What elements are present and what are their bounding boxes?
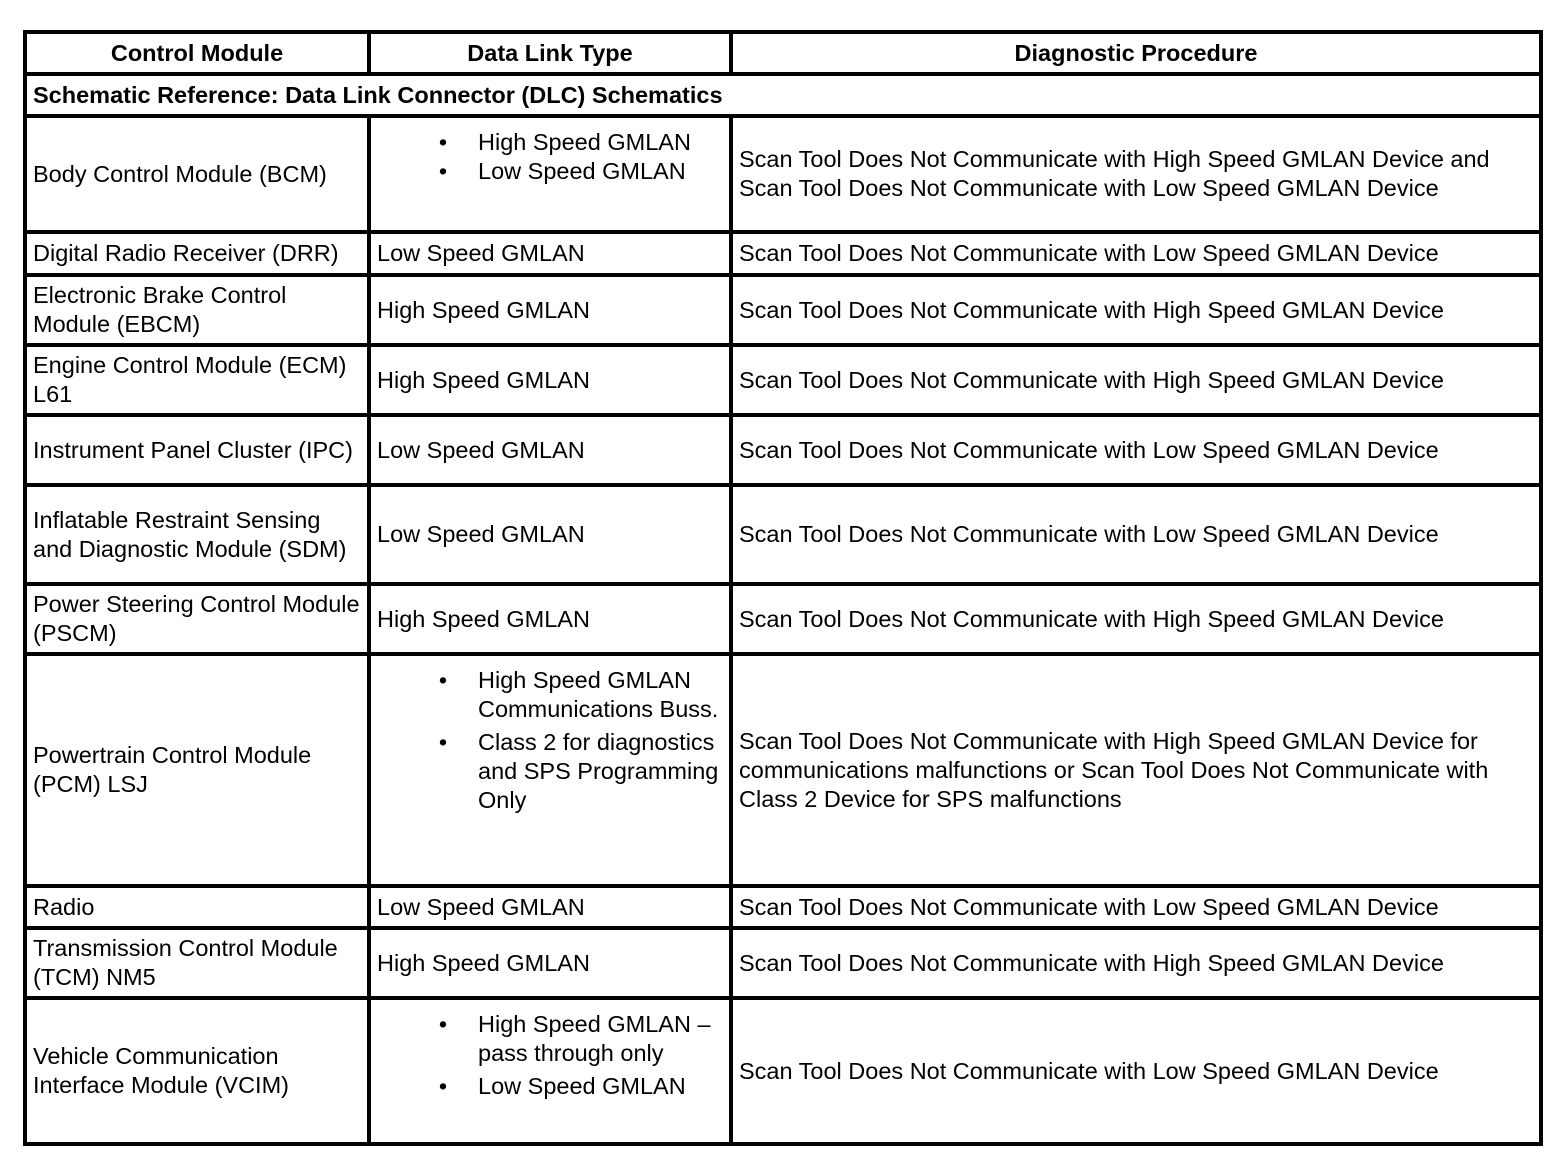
diagnostic-procedure-cell: Scan Tool Does Not Communicate with High Speed GMLAN Device [731,584,1541,654]
list-item [377,1010,723,1068]
header-control-module: Control Module [25,32,369,74]
header-row [25,32,1541,74]
diagnostic-procedure-cell: Scan Tool Does Not Communicate with High Speed GMLAN Device for communications malfunctions or Scan Tool Does Not Communicate with Class 2 Device for SPS malfunctions [731,654,1541,886]
table-row [25,654,1541,886]
data-link-text: High Speed GMLAN [478,129,691,155]
data-link-text: Low Speed GMLAN [478,158,686,184]
table-row [25,928,1541,998]
diagnostic-procedure-cell: Scan Tool Does Not Communicate with Low Speed GMLAN Device [731,232,1541,275]
schematic-reference: Schematic Reference: Data Link Connector (DLC) Schematics [25,74,1541,116]
data-link-list [377,1010,723,1101]
bullet-icon: • [438,129,448,155]
diagnostic-procedure-cell: Scan Tool Does Not Communicate with High Speed GMLAN Device and Scan Tool Does Not Communicate with Low Speed GMLAN Device [731,116,1541,232]
bullet-icon: • [438,1073,448,1099]
diagnostic-procedure-cell: Scan Tool Does Not Communicate with Low Speed GMLAN Device [731,998,1541,1144]
control-module-cell: Vehicle Communication Interface Module (VCIM) [25,998,369,1144]
data-link-cell: Low Speed GMLAN [369,415,731,485]
control-module-cell: Powertrain Control Module (PCM) LSJ [25,654,369,886]
data-link-text: Class 2 for diagnostics and SPS Programming Only [478,729,719,813]
data-link-cell: Low Speed GMLAN [369,485,731,584]
diagnostic-procedure-cell: Scan Tool Does Not Communicate with Low Speed GMLAN Device [731,415,1541,485]
data-link-cell: High Speed GMLAN [369,928,731,998]
module-table [23,30,1543,1146]
data-link-cell: High Speed GMLAN [369,584,731,654]
list-item [377,728,723,815]
table-row [25,485,1541,584]
reference-row [25,74,1541,116]
data-link-cell [369,654,731,886]
table-row [25,275,1541,345]
data-link-text: Low Speed GMLAN [478,1073,686,1099]
control-module-cell: Electronic Brake Control Module (EBCM) [25,275,369,345]
table-row [25,886,1541,928]
control-module-cell: Inflatable Restraint Sensing and Diagnostic Module (SDM) [25,485,369,584]
data-link-text: High Speed GMLAN – pass through only [478,1011,711,1066]
table-row [25,998,1541,1144]
control-module-cell: Transmission Control Module (TCM) NM5 [25,928,369,998]
header-diagnostic-procedure: Diagnostic Procedure [731,32,1541,74]
data-link-cell: High Speed GMLAN [369,275,731,345]
header-data-link-type: Data Link Type [369,32,731,74]
diagnostic-procedure-cell: Scan Tool Does Not Communicate with High Speed GMLAN Device [731,928,1541,998]
bullet-icon: • [438,1011,448,1037]
bullet-icon: • [438,667,448,693]
table-row [25,232,1541,275]
table-row [25,415,1541,485]
control-module-cell: Radio [25,886,369,928]
diagnostic-procedure-cell: Scan Tool Does Not Communicate with High Speed GMLAN Device [731,345,1541,415]
diagnostic-procedure-cell: Scan Tool Does Not Communicate with Low Speed GMLAN Device [731,485,1541,584]
table-row [25,345,1541,415]
data-link-cell: Low Speed GMLAN [369,232,731,275]
diagnostic-procedure-cell: Scan Tool Does Not Communicate with High Speed GMLAN Device [731,275,1541,345]
diagnostic-procedure-cell: Scan Tool Does Not Communicate with Low Speed GMLAN Device [731,886,1541,928]
data-link-cell [369,998,731,1144]
list-item [377,1072,723,1101]
list-item [377,128,723,157]
data-link-cell [369,116,731,232]
list-item [377,157,723,186]
table-row [25,116,1541,232]
bullet-icon: • [438,729,448,755]
list-item [377,666,723,724]
data-link-cell: High Speed GMLAN [369,345,731,415]
bullet-icon: • [438,158,448,184]
data-link-list [377,128,723,186]
control-module-cell: Instrument Panel Cluster (IPC) [25,415,369,485]
control-module-cell: Engine Control Module (ECM) L61 [25,345,369,415]
control-module-cell: Body Control Module (BCM) [25,116,369,232]
control-module-cell: Digital Radio Receiver (DRR) [25,232,369,275]
table-row [25,584,1541,654]
data-link-cell: Low Speed GMLAN [369,886,731,928]
control-module-cell: Power Steering Control Module (PSCM) [25,584,369,654]
data-link-text: High Speed GMLAN Communications Buss. [478,667,719,722]
data-link-list [377,666,723,815]
